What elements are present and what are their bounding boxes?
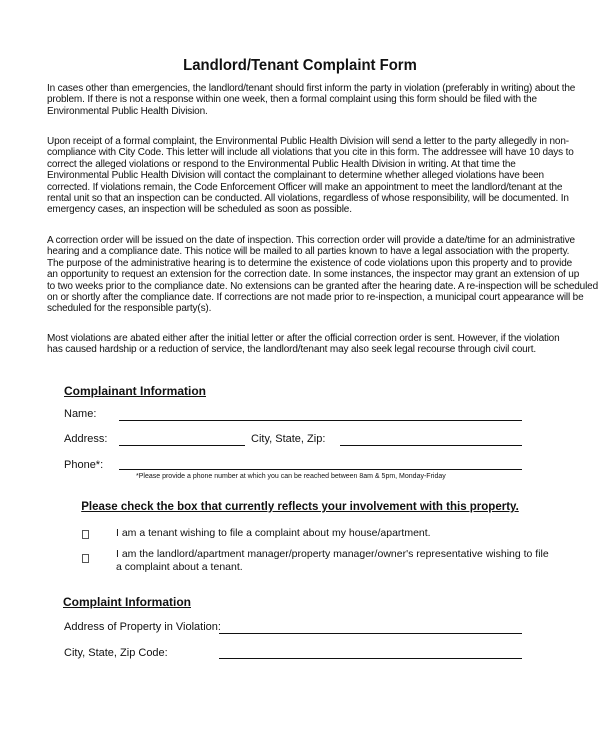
paragraph-line: scheduled for the responsible party(s).: [47, 303, 212, 315]
phone-note: *Please provide a phone number at which you can be reached between 8am & 5pm, Monday-Friday: [136, 473, 446, 480]
paragraph-line: In cases other than emergencies, the landlord/tenant should first inform the party in violation (preferably in writing) about the: [47, 83, 576, 94]
paragraph-line: has caused hardship or a reduction of service, the landlord/tenant may also seek legal recourse through civil court.: [47, 344, 536, 356]
paragraph-line: Most violations are abated either after the initial letter or after the official correction order is sent. However, if the violation: [47, 333, 560, 344]
landlord-checkbox[interactable]: [82, 554, 89, 563]
process-paragraph: [47, 136, 574, 216]
property-city-label: City, State, Zip Code:: [64, 647, 168, 659]
address-field[interactable]: [119, 445, 245, 446]
paragraph-line: emergency cases, an inspection will be scheduled as soon as possible.: [47, 204, 352, 216]
option-line: a complaint about a tenant.: [116, 561, 243, 573]
phone-label: Phone*:: [64, 459, 104, 471]
correction-order-paragraph: [47, 235, 598, 315]
paragraph-line: Environmental Public Health Division.: [47, 105, 208, 117]
phone-field[interactable]: [119, 469, 522, 470]
name-field[interactable]: [119, 420, 522, 421]
landlord-option-label: [116, 548, 549, 574]
name-label: Name:: [64, 408, 97, 420]
option-line: I am the landlord/apartment manager/property manager/owner's representative wishing to file: [116, 548, 549, 560]
tenant-option-label: [116, 527, 431, 540]
paragraph-line: compliance with City Code. This letter will include all violations that you cite in this form. The addressee will have 10 days to: [47, 147, 574, 159]
intro-paragraph: [47, 83, 576, 117]
paragraph-line: A correction order will be issued on the date of inspection. This correction order will provide a date/time for an administrative: [47, 235, 575, 246]
city-state-zip-label: City, State, Zip:: [251, 433, 326, 445]
property-address-label: Address of Property in Violation:: [64, 621, 221, 633]
paragraph-line: Environmental Public Health Division will contact the complainant to determine whether alleged violations have been: [47, 170, 544, 182]
option-line: I am a tenant wishing to file a complaint about my house/apartment.: [116, 527, 431, 539]
paragraph-line: Upon receipt of a formal complaint, the Environmental Public Health Division will send a letter to the party allegedly in non-: [47, 136, 569, 147]
paragraph-line: an opportunity to request an extension for the correction date. In some instances, the inspector may grant an extension of up: [47, 269, 580, 281]
involvement-heading: Please check the box that currently reflects your involvement with this property.: [81, 501, 519, 513]
property-address-field[interactable]: [219, 633, 522, 634]
address-label: Address:: [64, 433, 108, 445]
page-title: Landlord/Tenant Complaint Form: [183, 57, 417, 74]
tenant-checkbox[interactable]: [82, 530, 89, 539]
complaint-heading: Complaint Information: [63, 595, 191, 609]
paragraph-line: on or shortly after the compliance date. If corrections are not made prior to re-inspection, a municipal court appearance will be: [47, 292, 584, 304]
paragraph-line: corrected. If violations remain, the Code Enforcement Officer will make an appointment to meet the landlord/tenant at the: [47, 181, 563, 193]
city-state-zip-field[interactable]: [340, 445, 522, 446]
property-city-field[interactable]: [219, 658, 522, 659]
paragraph-line: The purpose of the administrative hearing is to determine the existence of code violations upon this property and to provide: [47, 257, 573, 269]
paragraph-line: rental unit so that an inspection can be conducted. All violations, regardless of whose responsibility, will be documented. In: [47, 193, 569, 205]
paragraph-line: problem. If there is not a response within one week, then a formal complaint using this form should be filed with the: [47, 94, 537, 106]
complainant-heading: Complainant Information: [64, 384, 206, 398]
paragraph-line: hearing and a compliance date. This notice will be mailed to all parties known to have a legal association with the property.: [47, 246, 570, 258]
abatement-paragraph: [47, 333, 567, 356]
paragraph-line: correct the alleged violations or respond to the Environmental Public Health Division in writing. At that time the: [47, 158, 516, 170]
paragraph-line: to two weeks prior to the compliance date. No extensions can be granted after the hearing date. A re-inspection will be scheduled: [47, 280, 598, 292]
